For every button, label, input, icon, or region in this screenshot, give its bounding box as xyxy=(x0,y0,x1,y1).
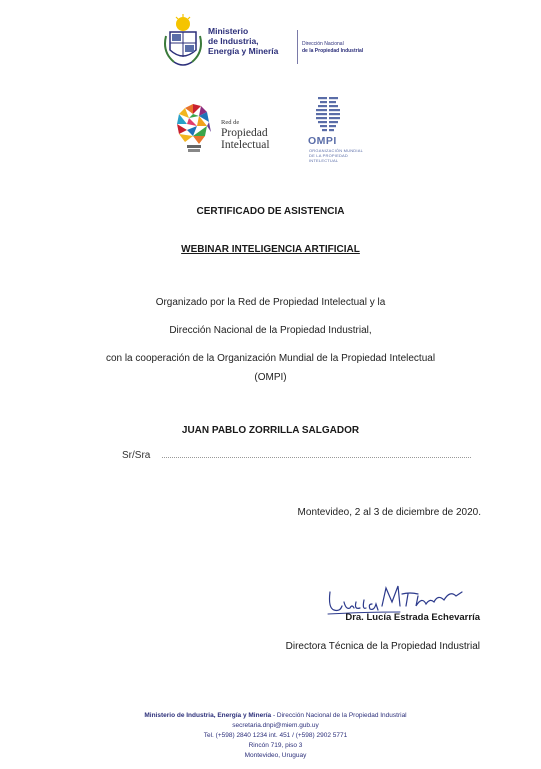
footer-phone: Tel. (+598) 2840 1234 int. 451 / (+598) 2902 5771 xyxy=(203,732,348,739)
header-divider xyxy=(297,30,298,64)
dotted-line xyxy=(162,456,471,458)
footer-email: secretaria.dnpi@miem.gub.uy xyxy=(232,722,319,729)
uruguay-coat-of-arms-icon xyxy=(162,14,204,70)
paragraph-line: (OMPI) xyxy=(254,372,287,383)
attendee-name: JUAN PABLO ZORRILLA SALGADOR xyxy=(181,425,360,436)
ompi-logo xyxy=(306,95,402,167)
salutation-label: Sr/Sra xyxy=(122,450,151,461)
signer-name: Dra. Lucía Estrada Echevarría xyxy=(345,612,480,623)
red-logo-text: Red de Propiedad Intelectual xyxy=(221,119,270,151)
signer-role: Directora Técnica de la Propiedad Industrial xyxy=(285,641,480,652)
ompi-acronym: OMPI xyxy=(308,135,337,147)
paragraph-line: con la cooperación de la Organización Mundial de la Propiedad Intelectual xyxy=(105,353,436,364)
footer-address: Rincón 719, piso 3 xyxy=(248,742,303,749)
certificate-title: CERTIFICADO DE ASISTENCIA xyxy=(196,206,345,217)
dnpi-name: Dirección Nacional de la Propiedad Industrial xyxy=(302,41,364,54)
wipo-emblem-icon xyxy=(314,95,342,135)
ompi-full-name: ORGANIZACIÓN MUNDIAL DE LA PROPIEDAD INTELECTUAL xyxy=(309,148,364,163)
issue-date: Montevideo, 2 al 3 de diciembre de 2020. xyxy=(297,507,481,518)
paragraph-line: Organizado por la Red de Propiedad Intelectual y la xyxy=(155,297,386,308)
footer-city: Montevideo, Uruguay xyxy=(244,752,307,759)
red-propiedad-intelectual-logo xyxy=(171,102,283,157)
event-title: WEBINAR INTELIGENCIA ARTIFICIAL xyxy=(181,244,360,255)
paragraph-line: Dirección Nacional de la Propiedad Industrial, xyxy=(169,325,372,336)
ministry-name: Ministerio de Industria, Energía y Minería xyxy=(208,26,279,56)
lightbulb-mosaic-icon xyxy=(171,102,221,157)
footer-organization: Ministerio de Industria, Energía y Minería - Dirección Nacional de la Propiedad Industrial xyxy=(144,712,407,719)
